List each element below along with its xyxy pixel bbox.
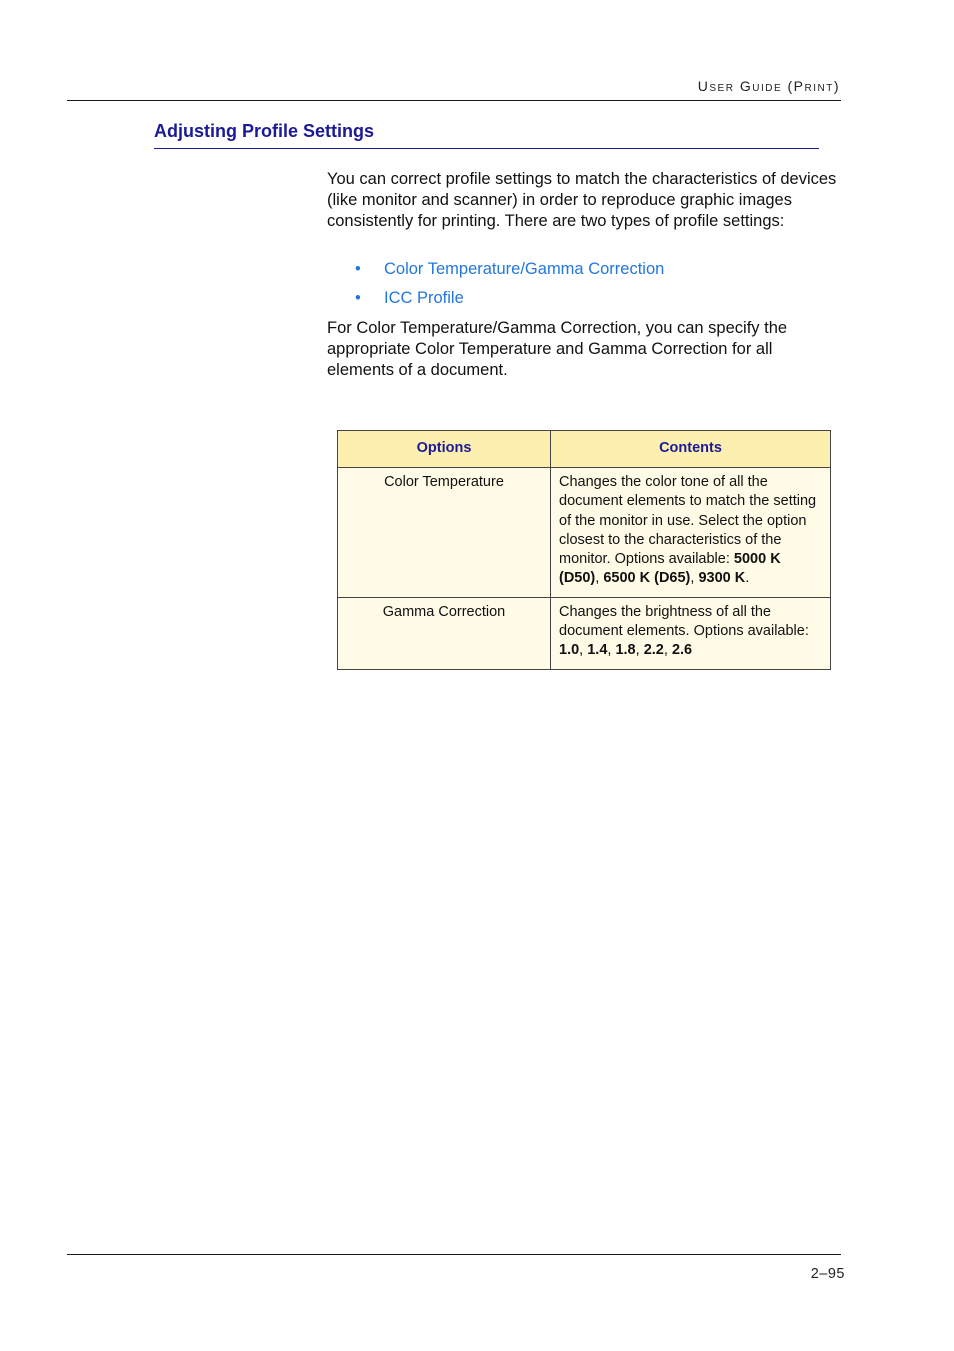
option-value: 9300 K [698, 570, 746, 587]
option-value: 5000 K (D50) [559, 551, 781, 587]
column-header-contents: Contents [551, 431, 831, 468]
option-value: 2.6 [671, 642, 693, 659]
option-contents: Changes the color tone of all the document elements to match the setting of the monitor in use. Select the option closest to the characteristics of the monitor. Options available: 5000 K (D50), 6500 K (D65), 9300 K. [551, 468, 831, 598]
section-title: Adjusting Profile Settings [154, 121, 375, 141]
option-value: 1.4 [587, 642, 608, 659]
link-icc-profile[interactable]: ICC Profile [384, 289, 464, 307]
intro-paragraph: You can correct profile settings to match the characteristics of devices (like monitor and scanner) in order to reproduce graphic images consistently for printing. There are two types of profile settings: [327, 170, 837, 230]
option-value: 6500 K (D65) [603, 570, 691, 587]
options-table [337, 430, 831, 670]
link-color-temperature-gamma[interactable]: Color Temperature/Gamma Correction [384, 260, 665, 278]
bullet-marker: • [355, 260, 361, 278]
title-underline [154, 148, 819, 149]
page-number: 2–95 [810, 1266, 845, 1282]
option-value: 1.8 [615, 642, 636, 659]
option-name: Color Temperature [338, 468, 551, 598]
option-contents: Changes the brightness of all the document elements. Options available: 1.0, 1.4, 1.8, 2.2, 2.6 [551, 597, 831, 669]
header-divider [67, 100, 841, 101]
column-header-options: Options [338, 431, 551, 468]
outro-paragraph: For Color Temperature/Gamma Correction, you can specify the appropriate Color Temperature and Gamma Correction for all elements of a document. [327, 319, 788, 379]
option-value: 2.2 [643, 642, 664, 659]
option-description: Changes the color tone of all the document elements to match the setting of the monitor in use. Select the option closest to the characteristics of the monitor. Options available: [559, 474, 817, 568]
bullet-marker: • [355, 289, 361, 307]
table-row [338, 468, 831, 598]
option-value: 1.0 [559, 642, 580, 659]
option-name: Gamma Correction [338, 597, 551, 669]
table-row [338, 597, 831, 669]
footer-divider [67, 1254, 841, 1255]
running-header: User Guide (Print) [697, 78, 840, 94]
option-description: Changes the brightness of all the document elements. Options available: [559, 603, 809, 640]
table-header-row [338, 431, 831, 468]
